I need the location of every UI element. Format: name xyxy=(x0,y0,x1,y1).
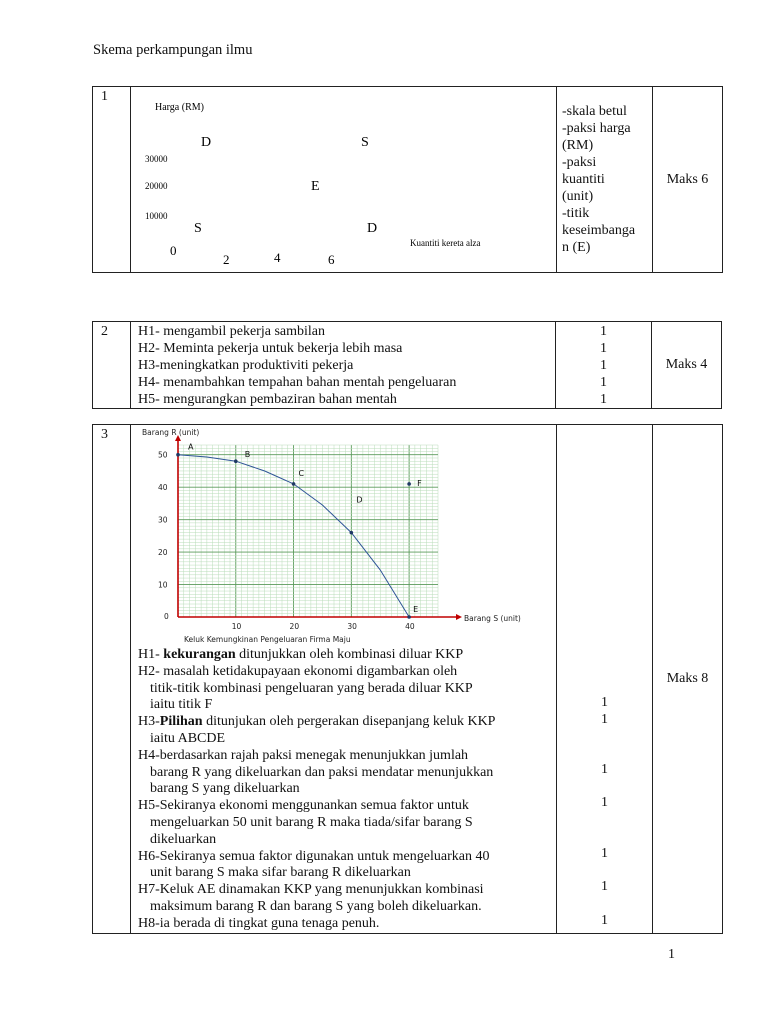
point-h3-cont: iaitu ABCDE xyxy=(150,730,226,746)
h1-prefix: H1- xyxy=(138,647,164,662)
page-number: 1 xyxy=(668,947,675,962)
h1-keyword: kekurangan xyxy=(163,647,236,662)
point-h3 xyxy=(138,714,556,731)
origin-label: 0 xyxy=(170,243,177,258)
demand-label-top: D xyxy=(201,135,212,150)
mark: 1 xyxy=(600,324,607,339)
h3-rest: ditunjukan oleh pergerakan disepanjang keluk KKP xyxy=(202,714,496,730)
x-tick-label: 30 xyxy=(347,622,357,631)
chart-title: Keluk Kemungkinan Pengeluaran Firma Maju xyxy=(184,635,351,644)
point-e-label: E xyxy=(413,605,419,614)
y-axis-label: Harga (RM) xyxy=(155,102,204,113)
x-tick-2: 2 xyxy=(223,252,230,267)
point-h7-cont: maksimum barang R dan barang S yang boleh dikeluarkan. xyxy=(150,898,482,914)
max-marks: Maks 8 xyxy=(653,425,723,934)
criterion: -skala betul xyxy=(562,104,627,119)
point-d-marker xyxy=(350,531,354,535)
criterion: (RM) xyxy=(562,138,594,153)
x-tick-label: 0 xyxy=(164,612,169,621)
point-b-marker xyxy=(234,459,238,463)
point-f-marker xyxy=(407,482,411,486)
criterion: -titik xyxy=(562,206,590,221)
x-axis-arrow xyxy=(456,614,462,620)
point-h5-cont: dikeluarkan xyxy=(150,831,217,847)
point-h4-cont: barang R yang dikeluarkan dan paksi mendatar menunjukkan xyxy=(150,764,494,780)
y-tick-label: 40 xyxy=(158,483,168,493)
y-tick-10000: 10000 xyxy=(145,211,168,221)
point-h2-cont: titik-titik kombinasi pengeluaran yang berada diluar KKP xyxy=(150,680,473,696)
point-a-marker xyxy=(176,453,180,457)
point-h5-cont: mengeluarkan 50 unit barang R maka tiada/sifar barang S xyxy=(150,814,473,830)
mark: 1 xyxy=(600,392,607,407)
x-tick-label: 20 xyxy=(289,622,300,631)
supply-demand-sketch xyxy=(131,87,557,273)
marks-column xyxy=(556,322,652,409)
h3-keyword: Pilihan xyxy=(159,714,203,730)
point-h8: H8-ia berada di tingkat guna tenaga penuh. xyxy=(138,915,380,931)
point-h2-cont: iaitu titik F xyxy=(150,697,213,713)
mark: 1 xyxy=(601,795,608,810)
x-tick-label: 40 xyxy=(405,622,415,631)
y-tick-30000: 30000 xyxy=(145,154,168,164)
point-h6-cont: unit barang S maka sifar barang R dikeluarkan xyxy=(150,865,411,881)
demand-label-bottom: D xyxy=(367,221,378,236)
x-axis-label: Kuantiti kereta alza xyxy=(410,238,481,248)
point-h7: H7-Keluk AE dinamakan KKP yang menunjukkan kombinasi xyxy=(138,882,484,898)
supply-label-bottom: S xyxy=(194,221,202,236)
h1-rest: ditunjukkan oleh kombinasi diluar KKP xyxy=(235,647,464,662)
point-h1: H1- mengambil pekerja sambilan xyxy=(138,324,325,339)
question-number: 2 xyxy=(93,322,131,409)
question-2-table xyxy=(92,321,722,409)
point-h2: H2- masalah ketidakupayaan ekonomi digambarkan oleh xyxy=(138,663,458,679)
criterion: (unit) xyxy=(562,189,594,204)
y-tick-label: 20 xyxy=(158,548,168,558)
criterion: -paksi harga xyxy=(562,121,631,136)
ppc-chart xyxy=(138,425,556,647)
question-number: 3 xyxy=(93,425,131,934)
supply-label-top: S xyxy=(361,135,369,150)
chart-grid xyxy=(178,442,438,617)
x-tick-label: 10 xyxy=(231,622,242,631)
mark: 1 xyxy=(600,375,607,390)
point-a-label: A xyxy=(188,442,194,452)
question-3-table xyxy=(92,424,723,934)
point-b-label: B xyxy=(244,450,251,460)
criterion: -paksi xyxy=(562,155,597,170)
mark: 1 xyxy=(601,762,608,777)
x-tick-4: 4 xyxy=(274,250,281,265)
mark: 1 xyxy=(600,341,607,356)
question-number: 1 xyxy=(93,87,131,273)
answer-content xyxy=(131,425,557,934)
chart-x-axis-label: Barang S (unit) xyxy=(464,614,521,623)
point-h4: H4-berdasarkan rajah paksi menegak menunjukkan jumlah xyxy=(138,747,469,763)
answer-points xyxy=(131,322,556,409)
mark: 1 xyxy=(601,695,608,710)
h3-prefix: H3- xyxy=(138,714,160,730)
supply-demand-sketch-svg xyxy=(131,87,556,272)
point-h5: H5-Sekiranya ekonomi menggunankan semua faktor untuk xyxy=(138,798,469,814)
chart-y-axis-label: Barang R (unit) xyxy=(142,428,200,437)
mark: 1 xyxy=(601,879,608,894)
y-tick-label: 50 xyxy=(158,450,168,460)
point-h5: H5- mengurangkan pembaziran bahan mentah xyxy=(138,392,397,407)
max-marks: Maks 6 xyxy=(653,87,723,273)
chart-axes xyxy=(175,435,462,620)
max-marks: Maks 4 xyxy=(652,322,722,409)
point-h6: H6-Sekiranya semua faktor digunakan untuk mengeluarkan 40 xyxy=(138,848,490,864)
point-c-marker xyxy=(292,482,296,486)
point-c-label: C xyxy=(298,468,305,478)
criterion: keseimbanga xyxy=(562,223,636,238)
y-tick-label: 30 xyxy=(158,515,168,525)
y-tick-label: 10 xyxy=(158,580,168,590)
question-1-table xyxy=(92,86,723,273)
x-tick-6: 6 xyxy=(328,252,335,267)
mark: 1 xyxy=(600,358,607,373)
criterion: n (E) xyxy=(562,240,591,255)
point-h4: H4- menambahkan tempahan bahan mentah pengeluaran xyxy=(138,375,457,390)
point-f-label: F xyxy=(417,478,422,488)
y-tick-20000: 20000 xyxy=(145,181,168,191)
point-h3: H3-meningkatkan produktiviti pekerja xyxy=(138,358,354,373)
criterion: kuantiti xyxy=(562,172,605,187)
point-h4-cont: barang S yang dikeluarkan xyxy=(150,781,300,797)
mark: 1 xyxy=(601,712,608,727)
point-e-marker xyxy=(407,615,411,619)
mark: 1 xyxy=(601,846,608,861)
marks-column xyxy=(557,425,653,934)
mark: 1 xyxy=(601,913,608,928)
criteria-list xyxy=(557,87,653,273)
point-h1 xyxy=(138,647,556,664)
point-h2: H2- Meminta pekerja untuk bekerja lebih masa xyxy=(138,341,403,356)
equilibrium-label: E xyxy=(311,179,320,194)
page-heading: Skema perkampungan ilmu xyxy=(93,42,253,58)
point-d-label: D xyxy=(356,495,363,505)
